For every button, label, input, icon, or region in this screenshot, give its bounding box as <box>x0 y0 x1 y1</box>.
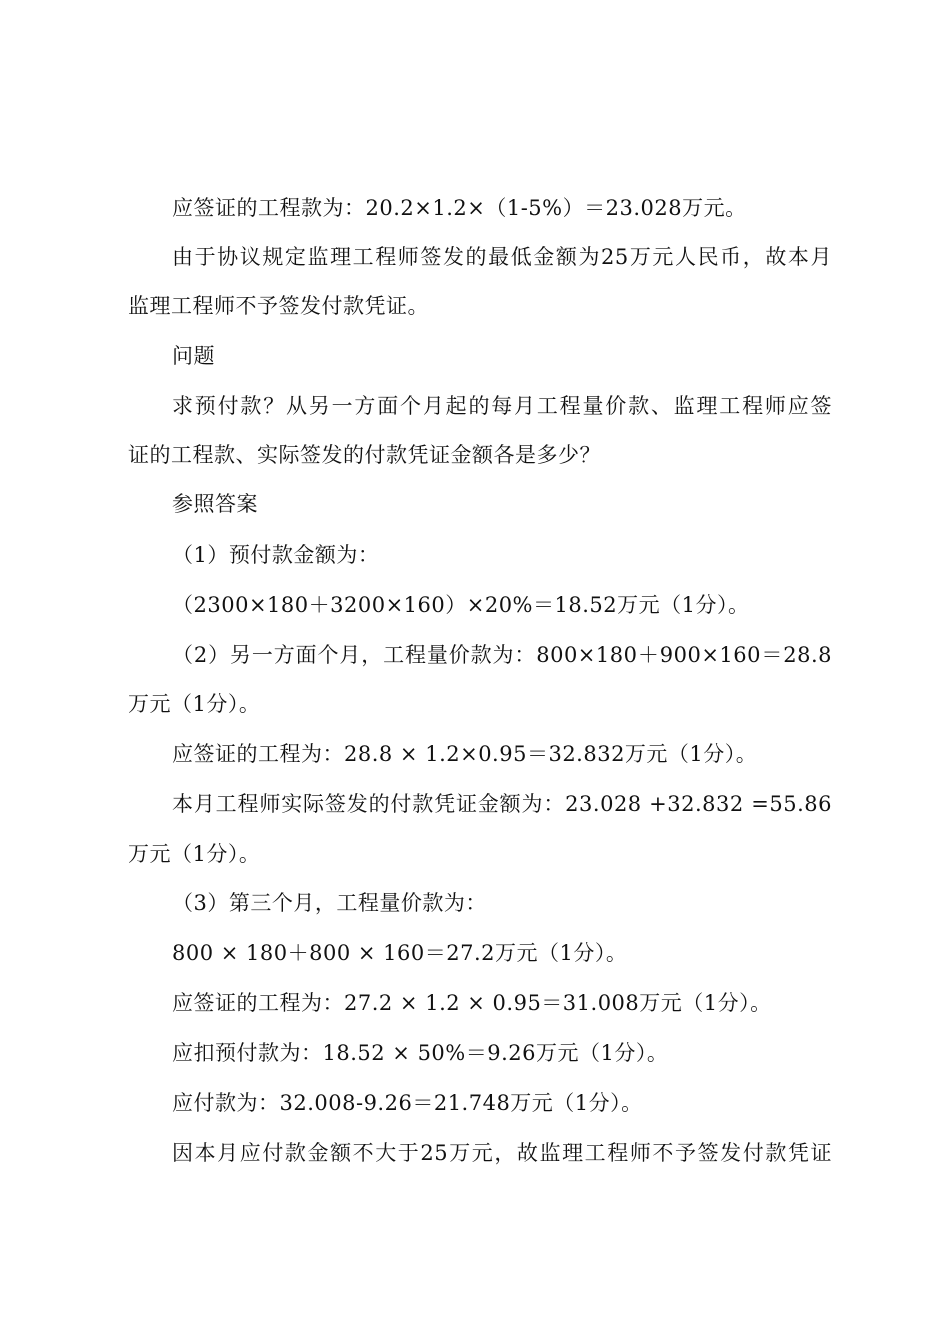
paragraph-line: 万元（1分）。 <box>128 692 261 716</box>
paragraph-line: 因本月应付款金额不大于25万元，故监理工程师不予签发付款凭证 <box>172 1141 832 1165</box>
paragraph-line: 求预付款？从另一方面个月起的每月工程量价款、监理工程师应签 <box>172 394 832 418</box>
paragraph-line: 由于协议规定监理工程师签发的最低金额为25万元人民币，故本月 <box>172 245 832 269</box>
paragraph-line: 应签证的工程款为：20.2×1.2×（1-5%）＝23.028万元。 <box>172 196 747 220</box>
formula-line: （2300×180＋3200×160）×20%＝18.52万元（1分）。 <box>172 593 750 617</box>
paragraph-line: （3）第三个月，工程量价款为： <box>172 891 487 915</box>
formula-line: 应签证的工程为：28.8 × 1.2×0.95＝32.832万元（1分）。 <box>172 742 758 766</box>
paragraph-line: （2）另一方面个月，工程量价款为：800×180＋900×160＝28.8 <box>172 643 832 667</box>
formula-line: 800 × 180＋800 × 160＝27.2万元（1分）。 <box>172 941 628 965</box>
paragraph-line: 万元（1分）。 <box>128 842 261 866</box>
formula-line: 应扣预付款为：18.52 × 50%＝9.26万元（1分）。 <box>172 1041 669 1065</box>
section-heading: 问题 <box>172 344 215 368</box>
paragraph-line: （1）预付款金额为： <box>172 543 380 567</box>
formula-line: 应付款为：32.008-9.26＝21.748万元（1分）。 <box>172 1091 643 1115</box>
formula-line: 应签证的工程为：27.2 × 1.2 × 0.95＝31.008万元（1分）。 <box>172 991 772 1015</box>
paragraph-line: 本月工程师实际签发的付款凭证金额为：23.028 +32.832 =55.86 <box>172 792 832 816</box>
paragraph-line: 证的工程款、实际签发的付款凭证金额各是多少？ <box>128 443 601 467</box>
paragraph-line: 监理工程师不予签发付款凭证。 <box>128 294 429 318</box>
section-heading: 参照答案 <box>172 492 258 516</box>
